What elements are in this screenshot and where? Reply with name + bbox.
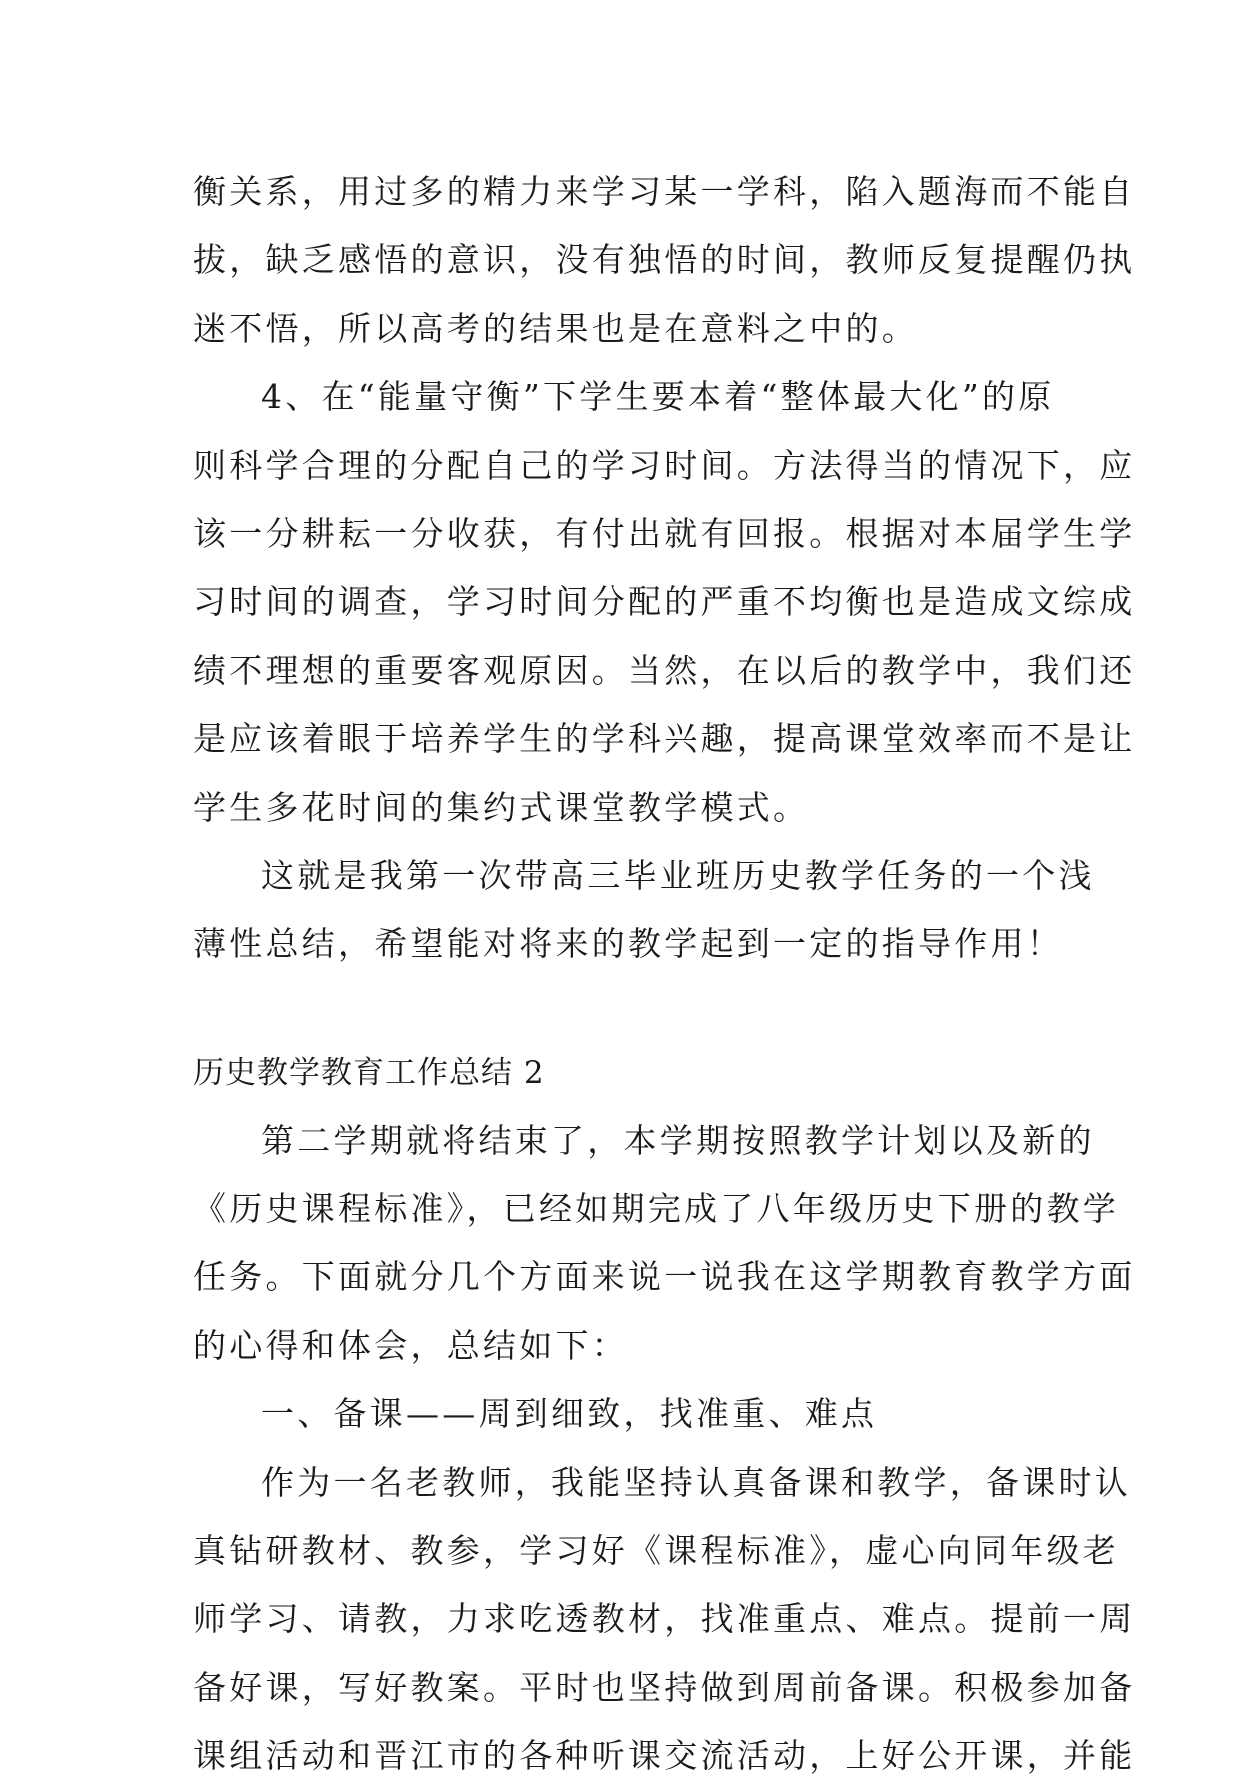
paragraph bbox=[193, 1107, 1136, 1381]
section-heading: 历史教学教育工作总结 2 bbox=[193, 1054, 545, 1091]
paragraph bbox=[193, 842, 1095, 979]
text-line: 这就是我第一次带高三毕业班历史教学任务的一个浅 bbox=[261, 855, 1095, 895]
text-line: 迷不悟，所以高考的结果也是在意料之中的。 bbox=[193, 308, 918, 348]
paragraph bbox=[193, 1449, 1136, 1791]
text-line: 第二学期就将结束了，本学期按照教学计划以及新的 bbox=[261, 1120, 1095, 1160]
text-line: 师学习、请教，力求吃透教材，找准重点、难点。提前一周 bbox=[193, 1599, 1136, 1639]
section-gap bbox=[193, 979, 1050, 1039]
paragraph bbox=[193, 363, 1136, 842]
paragraph bbox=[193, 158, 1136, 363]
text-line: 则科学合理的分配自己的学习时间。方法得当的情况下，应 bbox=[193, 445, 1136, 485]
text-line: 拔，缺乏感悟的意识，没有独悟的时间，教师反复提醒仍执 bbox=[193, 240, 1136, 280]
text-line: 作为一名老教师，我能坚持认真备课和教学，备课时认 bbox=[261, 1462, 1131, 1502]
text-line: 薄性总结，希望能对将来的教学起到一定的指导作用！ bbox=[193, 924, 1063, 964]
text-line: 学生多花时间的集约式课堂教学模式。 bbox=[193, 787, 810, 827]
text-line: 备好课，写好教案。平时也坚持做到周前备课。积极参加备 bbox=[193, 1667, 1136, 1707]
text-line: 课组活动和晋江市的各种听课交流活动，上好公开课，并能 bbox=[193, 1736, 1136, 1776]
text-line: 真钻研教材、教参，学习好《课程标准》，虚心向同年级老 bbox=[193, 1531, 1119, 1571]
subsection-title: 一、备课——周到细致，找准重、难点 bbox=[261, 1394, 878, 1434]
text-line: 《历史课程标准》，已经如期完成了八年级历史下册的教学 bbox=[193, 1189, 1119, 1229]
document-page bbox=[193, 158, 1136, 1791]
text-line: 任务。下面就分几个方面来说一说我在这学期教育教学方面 bbox=[193, 1257, 1136, 1297]
text-line: 该一分耕耘一分收获，有付出就有回报。根据对本届学生学 bbox=[193, 513, 1136, 553]
text-line: 的心得和体会，总结如下： bbox=[193, 1325, 628, 1365]
text-line: 4、在“能量守衡”下学生要本着“整体最大化”的原 bbox=[261, 377, 1055, 417]
text-line: 绩不理想的重要客观原因。当然，在以后的教学中，我们还 bbox=[193, 650, 1136, 690]
text-line: 习时间的调查，学习时间分配的严重不均衡也是造成文综成 bbox=[193, 582, 1136, 622]
text-line: 衡关系，用过多的精力来学习某一学科，陷入题海而不能自 bbox=[193, 172, 1136, 211]
text-line: 是应该着眼于培养学生的学科兴趣，提高课堂效率而不是让 bbox=[193, 719, 1136, 759]
